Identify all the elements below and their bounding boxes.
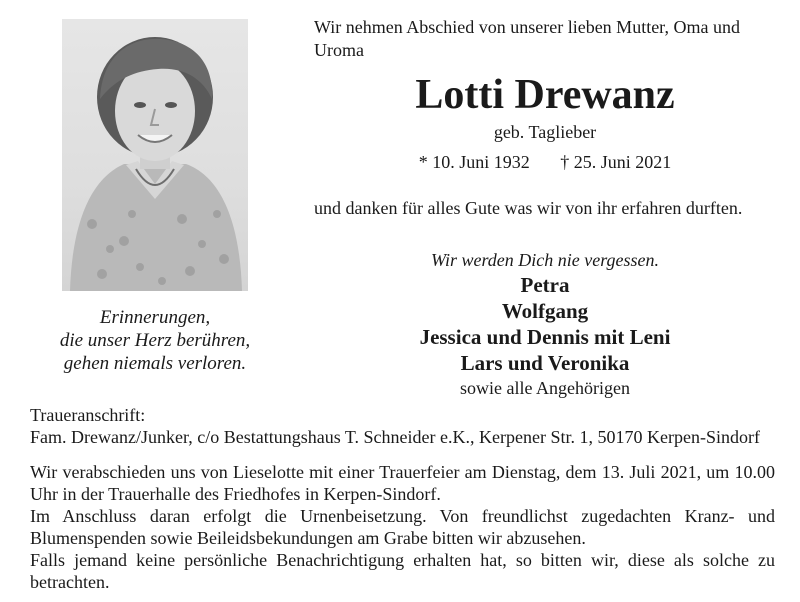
service-paragraph: Wir verabschieden uns von Lieselotte mit einer Trauerfeier am Dienstag, dem 13. Juli 2021, um 10.00 Uhr in der Trauerhalle des Friedhofes in Kerpen-Sindorf.	[30, 462, 775, 504]
intro-text: Wir nehmen Abschied von unserer lieben Mutter, Oma und Uroma	[314, 17, 740, 60]
deceased-name: Lotti Drewanz	[415, 72, 675, 118]
mourner-name: Lars und Veronika	[460, 351, 630, 375]
mourners-list	[314, 272, 776, 399]
service-details	[30, 461, 775, 593]
service-paragraph: Im Anschluss daran erfolgt die Urnenbeisetzung. Von freundlichst zugedachten Kranz- und Blumenspenden sowie Beileidsbekundungen am Grabe bitten wir abzusehen.	[30, 506, 775, 548]
quote-line: gehen niemals verloren.	[63, 353, 247, 374]
quote-line: Erinnerungen,	[99, 307, 211, 328]
portrait-photo	[62, 19, 248, 291]
address-label: Traueranschrift:	[30, 405, 146, 425]
life-dates	[314, 151, 776, 173]
birth-date: * 10. Juni 1932	[418, 152, 530, 172]
mourner-name: Jessica und Dennis mit Leni	[419, 325, 671, 349]
memorial-quote	[40, 306, 270, 375]
remember-line: Wir werden Dich nie vergessen.	[430, 250, 660, 270]
service-paragraph: Falls jemand keine persönliche Benachrichtigung erhalten hat, so bitten wir, diese als solche zu betrachten.	[30, 550, 775, 592]
maiden-name: geb. Taglieber	[493, 122, 597, 142]
address-text: Fam. Drewanz/Junker, c/o Bestattungshaus T. Schneider e.K., Kerpener Str. 1, 50170 Kerpen-Sindorf	[30, 427, 760, 447]
mourner-name: Wolfgang	[501, 299, 589, 323]
quote-line: die unser Herz berühren,	[59, 330, 251, 351]
portrait-illustration	[62, 19, 248, 291]
mourner-name: Petra	[520, 273, 570, 297]
relatives-line: sowie alle Angehörigen	[460, 378, 630, 398]
death-date: † 25. Juni 2021	[560, 152, 672, 172]
mourning-address	[30, 404, 775, 448]
thanks-text: und danken für alles Gute was wir von ihr erfahren durften.	[314, 198, 743, 218]
